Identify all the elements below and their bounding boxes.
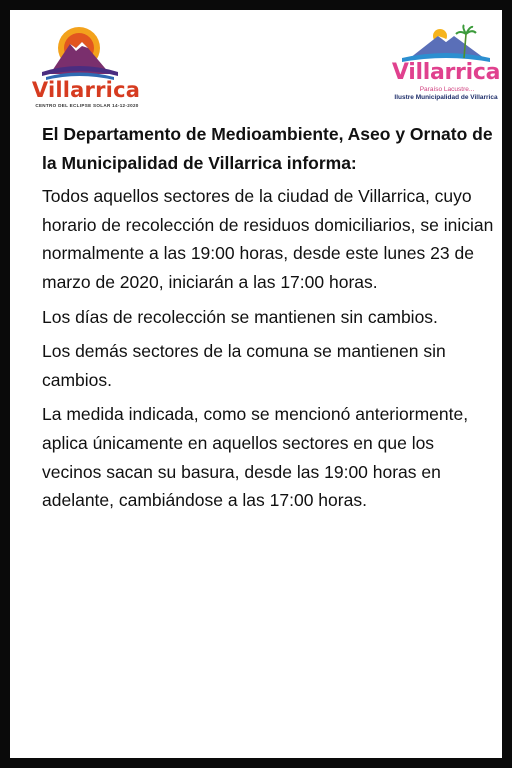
right-logo-subtitle: Paraíso Lacustre... <box>419 86 475 93</box>
right-logo-wordmark: Villarrica <box>391 60 501 85</box>
notice-body <box>42 120 494 521</box>
volcano-eclipse-icon <box>20 22 138 82</box>
mountain-palm-icon <box>380 24 512 64</box>
left-logo-wordmark: Villarrica <box>31 78 141 102</box>
villarrica-eclipse-logo <box>20 22 141 112</box>
notice-paragraph: La medida indicada, como se mencionó anteriormente, aplica únicamente en aquellos sectores en que los vecinos sacan su basura, desde las 19:00 horas en adelante, cambiándose a las 17:00 horas. <box>42 404 469 511</box>
left-logo-tagline: CENTRO DEL ECLIPSE SOLAR 14-12-2020 <box>35 103 139 108</box>
notice-paragraph: Todos aquellos sectores de la ciudad de Villarrica, cuyo horario de recolección de residuos domiciliarios, se inician normalmente a las 19:00 horas, desde este lunes 23 de marzo de 2020, iniciarán a las 17:00 horas. <box>42 186 494 292</box>
notice-paragraph: Los demás sectores de la comuna se mantienen sin cambios. <box>42 341 446 390</box>
notice-heading: El Departamento de Medioambiente, Aseo y Ornato de la Municipalidad de Villarrica informa: <box>42 124 493 173</box>
municipalidad-logo <box>380 24 512 104</box>
notice-paragraph: Los días de recolección se mantienen sin cambios. <box>42 306 438 327</box>
right-logo-org: Ilustre Municipalidad de Villarrica <box>394 94 498 101</box>
